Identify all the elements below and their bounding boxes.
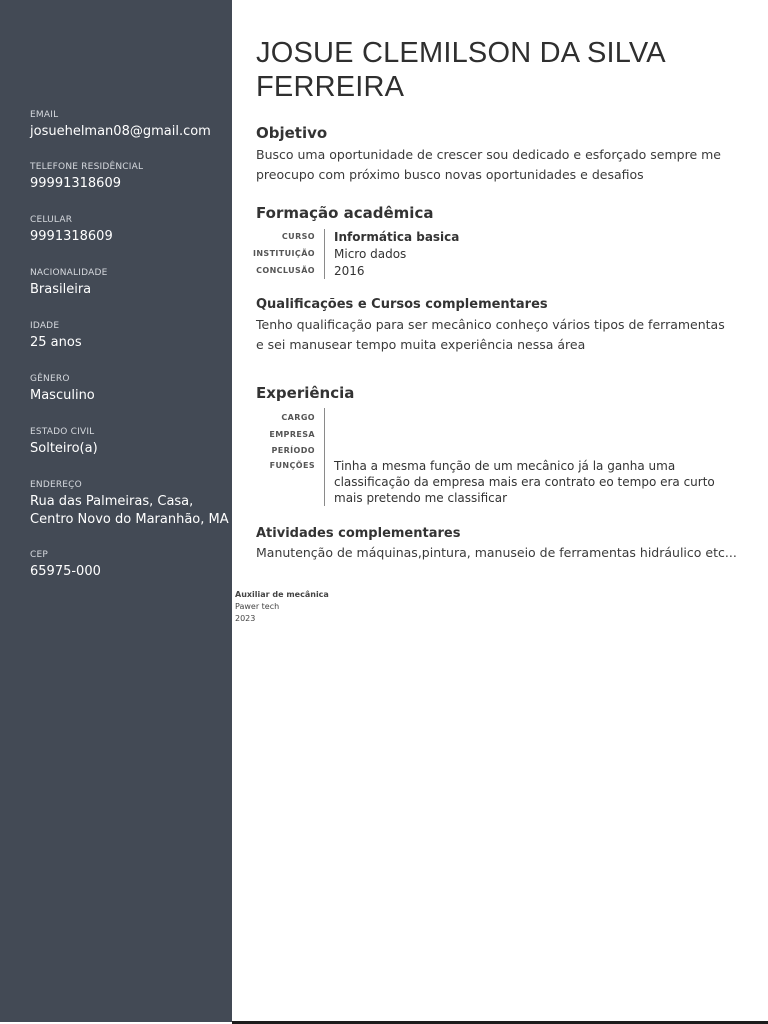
contact-label: TELEFONE RESIDÊNCIAL — [30, 162, 144, 172]
contact-marital-status — [30, 427, 230, 458]
contact-label: CEP — [30, 550, 48, 560]
contact-address — [30, 480, 230, 529]
row-value: Tinha a mesma função de um mecânico já la ganha uma classificação da empresa mais era contrato eo tempo era curto mais pretendo me classificar — [334, 459, 715, 505]
section-title-qualificacoes: Qualificações e Cursos complementares — [256, 297, 548, 312]
contact-label: ENDEREÇO — [30, 480, 82, 490]
contact-zip — [30, 550, 230, 581]
contact-value: josuehelman08@gmail.com — [30, 124, 211, 139]
formacao-row — [240, 246, 760, 262]
sidebar — [0, 0, 232, 1022]
contact-nationality — [30, 268, 230, 299]
contact-value: 99991318609 — [30, 176, 121, 191]
resume-name: JOSUE CLEMILSON DA SILVA FERREIRA — [256, 37, 665, 103]
row-label: INSTITUIÇÃO — [252, 249, 315, 258]
contact-value: Rua das Palmeiras, Casa, Centro Novo do Maranhão, MA — [30, 494, 229, 527]
contact-value: Brasileira — [30, 282, 92, 297]
extra-company: Pawer tech — [235, 602, 280, 611]
contact-mobile — [30, 215, 230, 246]
contact-value: 25 anos — [30, 335, 82, 350]
contact-label: NACIONALIDADE — [30, 268, 108, 278]
row-label: FUNÇÕES — [269, 461, 315, 470]
row-label: EMPRESA — [269, 430, 315, 439]
contact-label: ESTADO CIVIL — [30, 427, 95, 437]
row-label: CARGO — [281, 413, 315, 422]
experiencia-row — [240, 410, 760, 426]
formacao-row — [240, 229, 760, 245]
objetivo-text: Busco uma oportunidade de crescer sou dedicado e esforçado sempre me preocupo com próximo busco novas oportunidades e desafios — [256, 147, 721, 182]
contact-phone — [30, 162, 230, 193]
section-title-objetivo: Objetivo — [256, 124, 328, 142]
contact-value: 65975-000 — [30, 564, 101, 579]
contact-email — [30, 110, 230, 141]
row-value: Informática basica — [334, 230, 460, 244]
section-title-experiencia: Experiência — [256, 384, 355, 402]
row-label: PERÍODO — [271, 446, 315, 455]
contact-value: Masculino — [30, 388, 95, 403]
row-label: CURSO — [281, 232, 315, 241]
experiencia-row — [240, 443, 760, 459]
contact-age — [30, 321, 230, 352]
formacao-row — [240, 263, 760, 279]
experiencia-row — [240, 458, 760, 508]
row-label: CONCLUSÃO — [256, 266, 315, 275]
row-value: Micro dados — [334, 247, 407, 261]
contact-label: IDADE — [30, 321, 60, 331]
contact-label: GÊNERO — [30, 374, 70, 384]
experiencia-row — [240, 427, 760, 443]
section-title-formacao: Formação acadêmica — [256, 204, 434, 222]
contact-value: Solteiro(a) — [30, 441, 98, 456]
qualificacoes-text: Tenho qualificação para ser mecânico conheço vários tipos de ferramentas e sei manusear tempo muita experiência nessa área — [256, 317, 725, 352]
contact-value: 9991318609 — [30, 229, 113, 244]
section-title-atividades: Atividades complementares — [256, 526, 461, 541]
atividades-text: Manutenção de máquinas,pintura, manuseio de ferramentas hidráulico etc... — [256, 545, 737, 560]
row-value: 2016 — [334, 264, 365, 278]
contact-label: CELULAR — [30, 215, 73, 225]
contact-label: EMAIL — [30, 110, 59, 120]
contact-gender — [30, 374, 230, 405]
extra-year: 2023 — [235, 614, 256, 623]
extra-title: Auxiliar de mecânica — [235, 590, 329, 599]
